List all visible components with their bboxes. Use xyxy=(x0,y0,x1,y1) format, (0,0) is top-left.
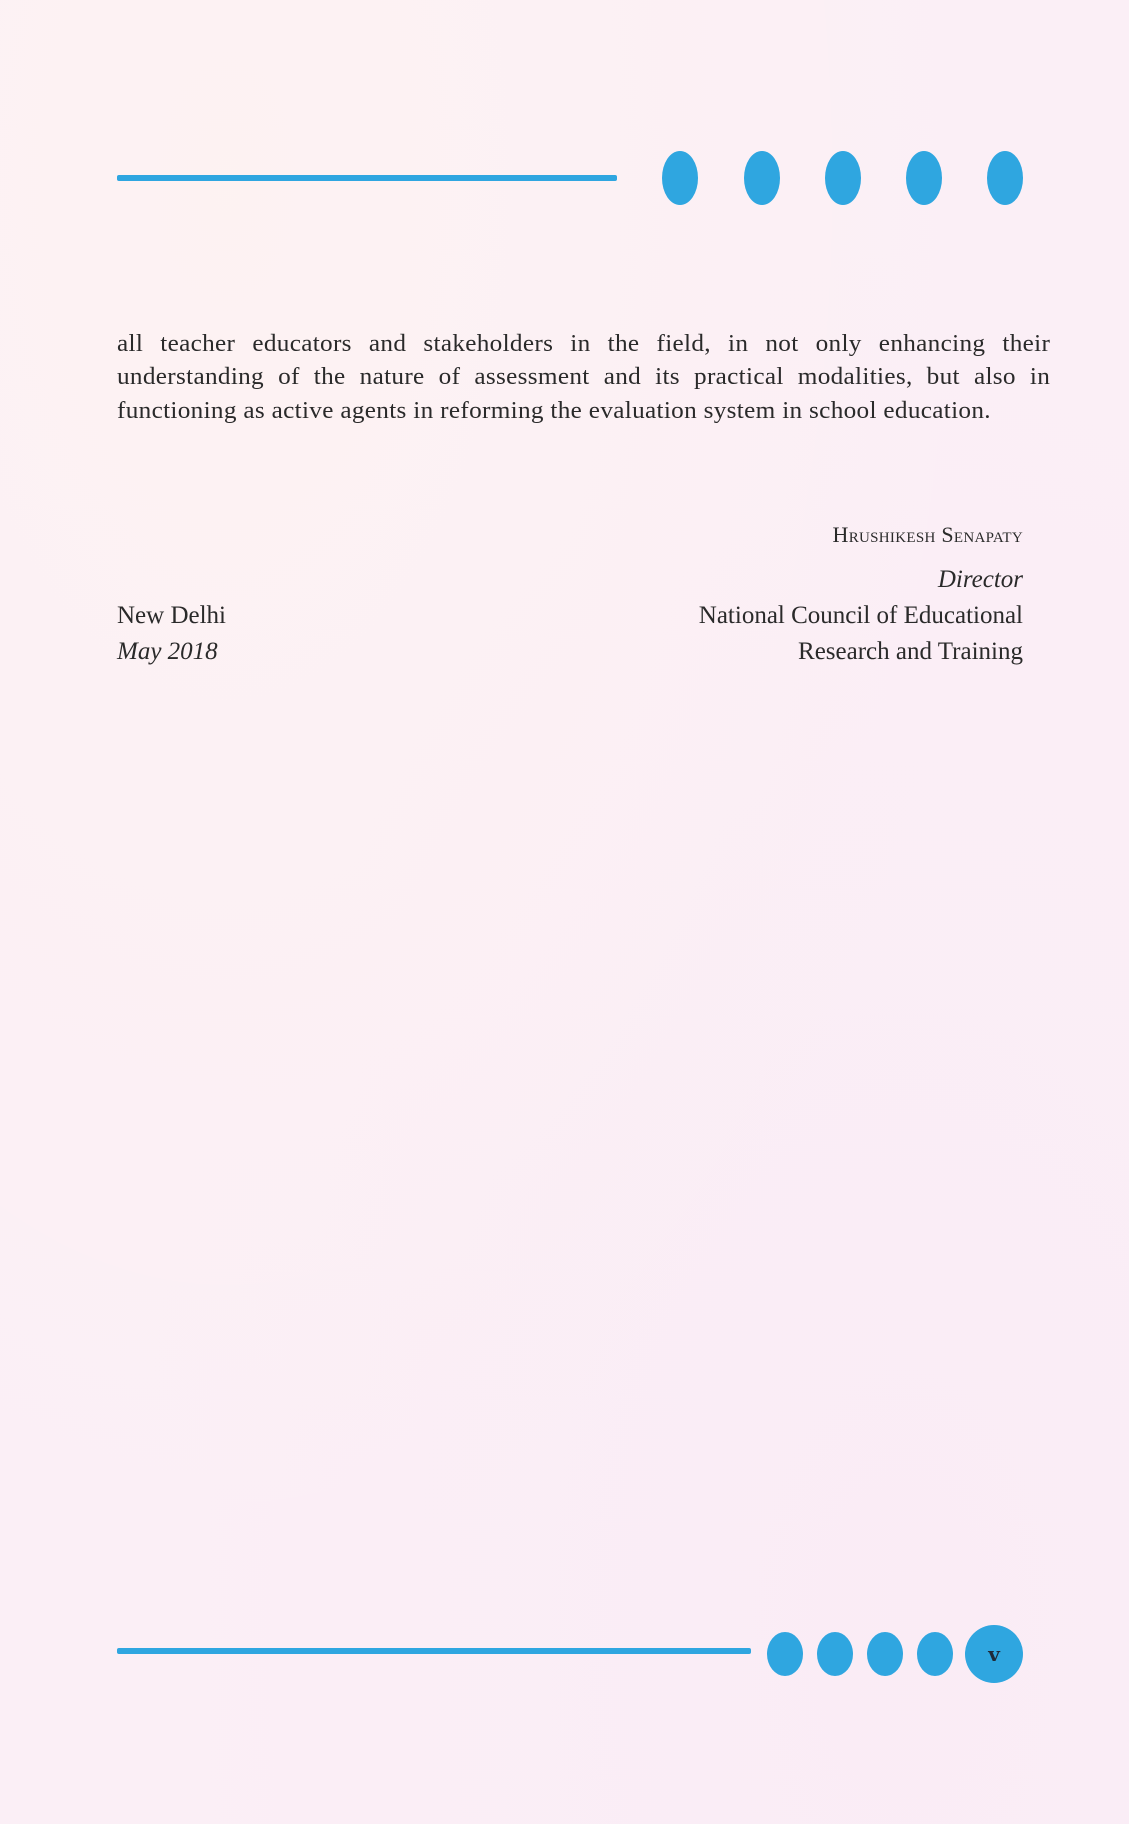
organization-line-1: National Council of Educational xyxy=(698,602,1023,629)
dateline-place: New Delhi xyxy=(117,602,226,629)
header-dot xyxy=(662,151,698,205)
footer-dot xyxy=(867,1632,903,1676)
header-dot xyxy=(825,151,861,205)
footer-rule xyxy=(117,1648,751,1654)
header-dot xyxy=(906,151,942,205)
organization-line-2: Research and Training xyxy=(798,638,1023,665)
header-dot xyxy=(744,151,780,205)
header-dot xyxy=(987,151,1023,205)
header-rule xyxy=(117,175,617,181)
footer-dot xyxy=(817,1632,853,1676)
page-number: v xyxy=(988,1642,1000,1666)
signatory-title: Director xyxy=(937,566,1023,593)
dateline-date: May 2018 xyxy=(117,638,218,665)
signatory-name: Hrushikesh Senapaty xyxy=(832,522,1023,547)
page-number-badge xyxy=(965,1625,1023,1683)
footer-dot xyxy=(917,1632,953,1676)
body-paragraph: all teacher educators and stakeholders in the field, in not only enhancing their understanding of the nature of assessment and its practical modalities, but also in functioning as active agents in reforming the evaluation system in school education. xyxy=(117,330,1051,424)
footer-dot xyxy=(767,1632,803,1676)
